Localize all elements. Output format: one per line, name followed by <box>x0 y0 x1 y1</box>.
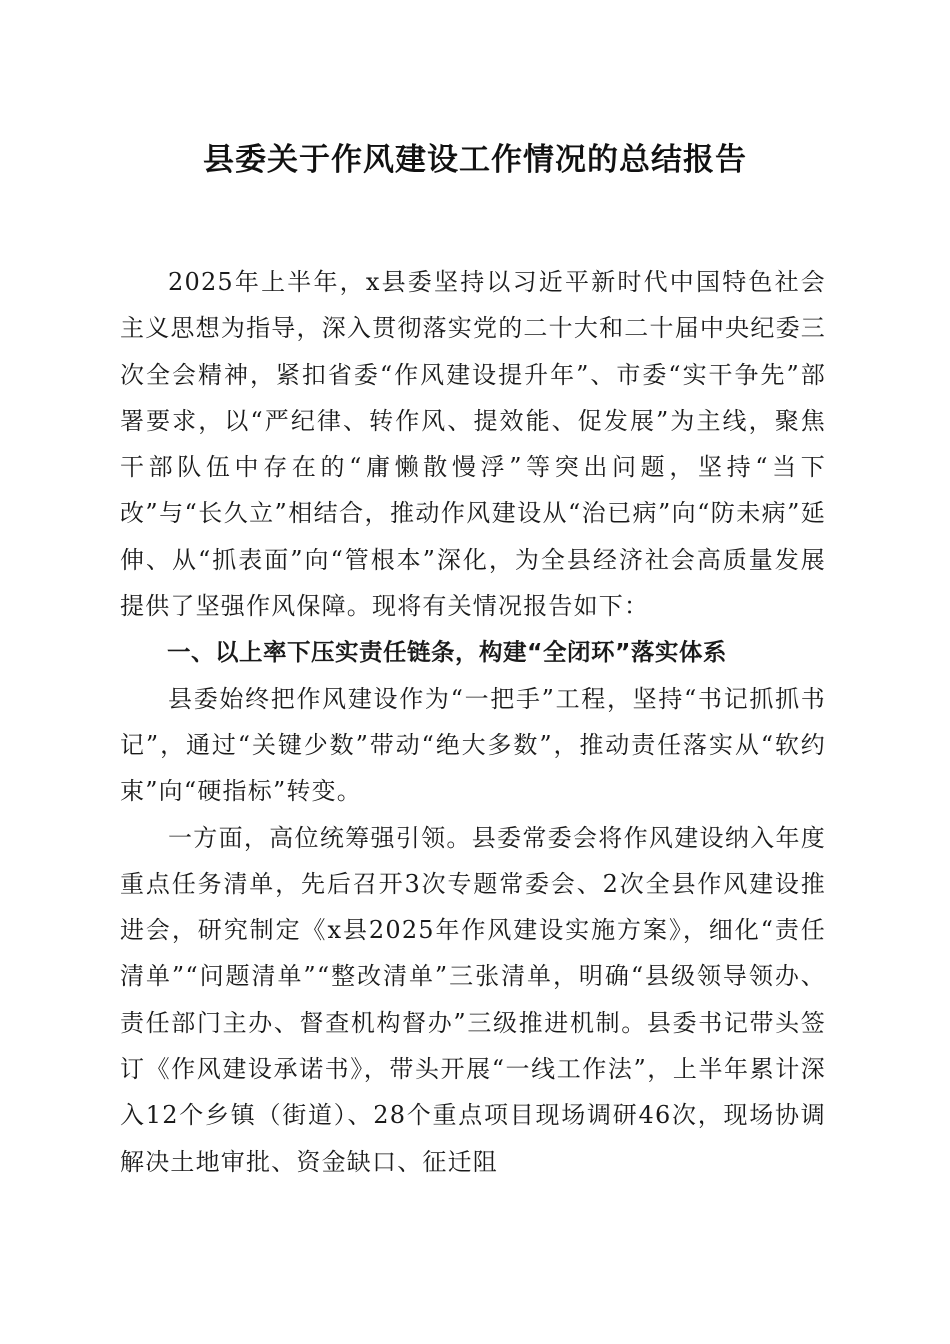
intro-paragraph: 2025年上半年，x县委坚持以习近平新时代中国特色社会主义思想为指导，深入贯彻落实党的二十大和二十届中央纪委三次全会精神，紧扣省委“作风建设提升年”、市委“实干争先”部署要求，以“严纪律、转作风、提效能、促发展”为主线，聚焦干部队伍中存在的“庸懒散慢浮”等突出问题，坚持“当下改”与“长久立”相结合，推动作风建设从“治已病”向“防未病”延伸、从“抓表面”向“管根本”深化，为全县经济社会高质量发展提供了坚强作风保障。现将有关情况报告如下： <box>120 268 826 621</box>
document-title: 县委关于作风建设工作情况的总结报告 <box>203 142 747 178</box>
section-1-paragraph-1: 县委始终把作风建设作为“一把手”工程，坚持“书记抓抓书记”，通过“关键少数”带动“绝大多数”，推动责任落实从“软约束”向“硬指标”转变。 <box>120 684 826 806</box>
section-1-paragraph-2: 一方面，高位统筹强引领。县委常委会将作风建设纳入年度重点任务清单，先后召开3次专题常委会、2次全县作风建设推进会，研究制定《x县2025年作风建设实施方案》，细化“责任清单”“问题清单”“整改清单”三张清单，明确“县级领导领办、责任部门主办、督查机构督办”三级推进机制。县委书记带头签订《作风建设承诺书》，带头开展“一线工作法”，上半年累计深入12个乡镇（街道）、28个重点项目现场调研46次，现场协调解决土地审批、资金缺口、征迁阻 <box>120 823 826 1176</box>
document-body <box>120 259 826 1185</box>
section-heading-1: 一、以上率下压实责任链条，构建“全闭环”落实体系 <box>167 638 727 667</box>
